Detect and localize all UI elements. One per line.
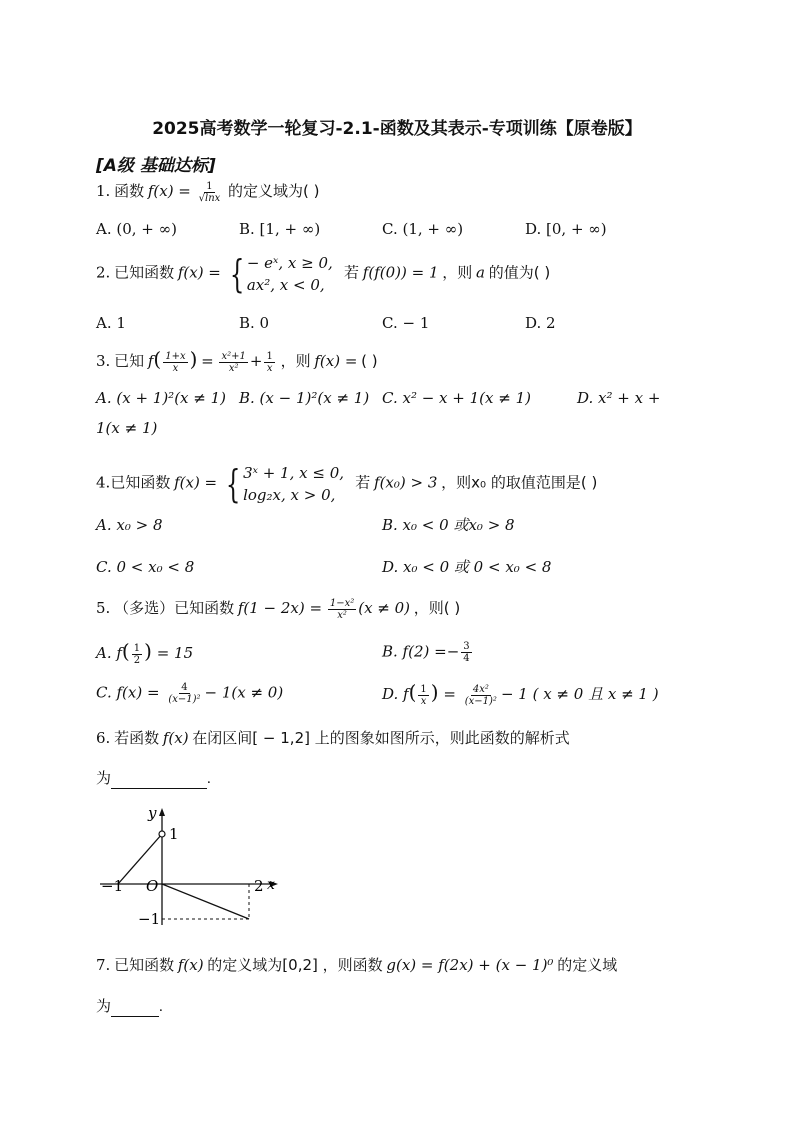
fraction: $\frac{\text{x²+1}}{\text{x²}}$	[221, 351, 246, 375]
question-2	[96, 252, 550, 296]
option-b: B. [1, + ∞)	[239, 220, 321, 238]
label-neg-one-y: −1	[138, 910, 161, 928]
option-a: A. 1	[96, 314, 126, 332]
question-text: ，则	[280, 352, 311, 370]
cases	[247, 252, 333, 296]
question-text: 的值为( )	[488, 263, 551, 282]
math-expression: f(1 − 2x) =	[237, 599, 323, 617]
origin-label: O	[146, 877, 159, 895]
math-expression: f(x)	[177, 956, 204, 974]
option-d-continued: 1(x ≠ 1)	[96, 419, 158, 437]
option-c: C. x² − x + 1(x ≠ 1)	[382, 389, 531, 407]
period: .	[207, 771, 211, 787]
question-text: 已知函数	[114, 956, 175, 974]
fraction: $\frac{1}{√\ln x}$	[198, 181, 221, 205]
case-2: log₂x, x > 0,	[243, 486, 336, 504]
piecewise-function	[221, 462, 344, 506]
case-2: ax², x < 0,	[246, 276, 325, 294]
function-graph	[96, 800, 286, 930]
math-expression: f(x) =	[314, 352, 358, 370]
question-text: 的定义域为[0,2] ，则函数	[207, 956, 383, 974]
option-d: D. x² + x +	[577, 389, 661, 407]
brace: {	[229, 252, 244, 296]
question-text: 的定义域为( )	[228, 182, 320, 200]
question-4	[96, 462, 597, 506]
question-text: （多选）已知函数	[114, 599, 235, 617]
option-b: B. x₀ < 0 或x₀ > 8	[382, 516, 515, 534]
question-3	[96, 349, 378, 374]
math-expression: (x ≠ 0)	[358, 599, 411, 617]
option-a: A. (0, + ∞)	[96, 220, 177, 238]
math-operator: +	[249, 352, 263, 370]
option-b: B. f(2) =− $\frac{3}{4}$	[382, 641, 470, 664]
piecewise-function	[225, 252, 333, 296]
question-number: 1.	[96, 182, 111, 200]
question-text: 若	[344, 263, 360, 282]
question-7	[96, 955, 617, 976]
question-number: 7.	[96, 956, 111, 974]
y-axis-label: y	[148, 804, 157, 822]
label-neg-one-x: −1	[101, 877, 124, 895]
question-text: 已知函数	[114, 263, 175, 282]
math-expression: f(x₀) > 3	[374, 473, 438, 492]
option-c: C. 0 < x₀ < 8	[96, 558, 195, 576]
math-variable: a	[476, 263, 485, 282]
question-text: ，则x₀ 的取值范围是( )	[441, 473, 598, 492]
y-axis-arrow	[159, 808, 165, 816]
case-1: 3ˣ + 1, x ≤ 0,	[243, 464, 345, 482]
option-a: A. x₀ > 8	[96, 516, 163, 534]
question-text: 已知	[114, 352, 145, 370]
option-a: A. f( $\frac{1}{2}$ ) = 15	[96, 639, 194, 666]
question-text: ，则	[442, 263, 473, 282]
cases	[243, 462, 344, 506]
math-expression: f	[147, 352, 154, 370]
question-5	[96, 598, 460, 621]
option-d: D. [0, + ∞)	[525, 220, 607, 238]
math-operator: =	[201, 352, 214, 370]
option-a: A. (x + 1)²(x ≠ 1)	[96, 389, 227, 407]
question-text: ，则( )	[413, 599, 461, 617]
open-point	[159, 831, 165, 837]
question-number: 6.	[96, 729, 111, 747]
x-axis-label: x	[267, 877, 275, 893]
question-number: 2.	[96, 263, 111, 282]
brace: {	[225, 462, 241, 506]
option-c: C. (1, + ∞)	[382, 220, 464, 238]
math-expression: f(x) =	[177, 263, 221, 282]
paren: (	[153, 347, 162, 371]
label-two: 2	[254, 877, 264, 895]
fraction: $\frac{\text{1−x²}}{\text{x²}}$	[329, 598, 355, 622]
math-expression: f(x) =	[174, 473, 218, 492]
question-6-answer-line	[96, 768, 211, 789]
question-7-answer-line	[96, 996, 163, 1017]
page-title: 2025高考数学一轮复习-2.1-函数及其表示-专项训练【原卷版】	[152, 119, 642, 139]
option-c: C. − 1	[382, 314, 430, 332]
question-text: ( )	[361, 352, 378, 370]
question-text: 为	[96, 769, 112, 787]
question-text: 函数	[114, 182, 145, 200]
question-text: 为	[96, 997, 112, 1015]
question-text: 若	[355, 473, 371, 492]
answer-blank[interactable]	[111, 1001, 159, 1017]
fraction: $\frac{1}{x}$	[266, 351, 273, 375]
label-one: 1	[169, 825, 179, 843]
option-b: B. 0	[239, 314, 270, 332]
graph-segment-right	[162, 884, 249, 919]
option-c: C. f(x) = $\frac{4}{\text{(x−1)²}}$ − 1(x ≠ 0)	[96, 682, 284, 705]
math-expression: f(f(0)) = 1	[362, 263, 439, 282]
option-d: D. x₀ < 0 或 0 < x₀ < 8	[382, 558, 552, 576]
math-expression: g(x) = f(2x) + (x − 1)⁰	[386, 956, 554, 974]
paren: )	[189, 347, 198, 371]
question-text: 在闭区间[ − 1,2] 上的图象如图所示，则此函数的解析式	[192, 729, 570, 747]
section-heading: [A级 基础达标]	[96, 156, 216, 176]
math-expression: f(x)	[162, 729, 189, 747]
option-d: D. f( $\frac{1}{x}$ ) = $\frac{\text{4x²}}{\text{(x−1)²}}$ − 1 ( x ≠ 0 且 x ≠ 1 )	[382, 680, 659, 707]
answer-blank[interactable]	[111, 773, 207, 789]
fraction: $\frac{1+x}{x}$	[165, 351, 186, 375]
question-text: 已知函数	[110, 473, 171, 492]
question-text: 若函数	[114, 729, 160, 747]
math-expression: f(x) =	[147, 182, 191, 200]
case-1: − eˣ, x ≥ 0,	[246, 254, 333, 272]
option-d: D. 2	[525, 314, 556, 332]
question-1	[96, 181, 320, 204]
question-text: 的定义域	[557, 956, 618, 974]
question-number: 3.	[96, 352, 111, 370]
option-b: B. (x − 1)²(x ≠ 1)	[239, 389, 370, 407]
question-number: 4.	[96, 473, 111, 492]
question-number: 5.	[96, 599, 111, 617]
question-6	[96, 728, 570, 749]
period: .	[159, 999, 163, 1015]
